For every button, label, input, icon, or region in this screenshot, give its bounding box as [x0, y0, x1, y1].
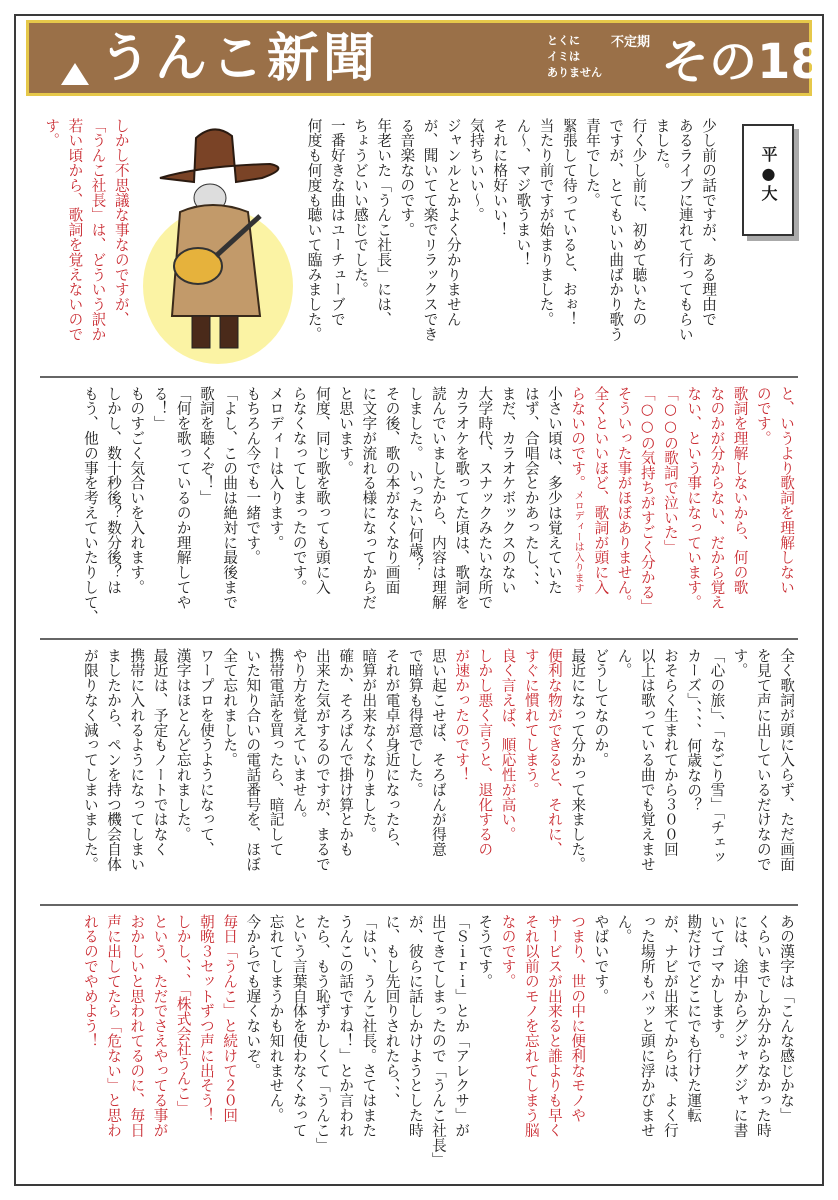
text-line: が速かったのです！	[453, 648, 471, 783]
text-line: いた知り合いの電話番号を、ほぼ	[244, 648, 262, 872]
text-line	[566, 386, 589, 632]
masthead	[26, 20, 824, 96]
text-line: が限りなく減ってしまいました。	[81, 648, 99, 872]
text-line: 「心の旅」、「なごり雪」「チェッ	[708, 648, 726, 865]
text-line: ました。	[653, 118, 671, 178]
text-line: しかし、数十秒後？数分後？は	[105, 386, 123, 595]
tagline-line: とくに	[547, 34, 580, 47]
text-line: ん〜、マジ歌うまい！	[514, 118, 532, 267]
text-line: しかし、、、「株式会社うんこ」	[174, 914, 192, 1116]
text-line: それが電卓が身近になったら、	[383, 648, 401, 857]
text-line: しました。 いったい何歳？	[406, 386, 424, 573]
text-line: 読んでいましたから、内容は理解	[429, 386, 447, 610]
text-line: 今からでも遅くないぞ。	[244, 914, 262, 1078]
text-line: やばいです。	[592, 914, 610, 1004]
text-line: 全く歌詞が頭に入らず、ただ画面	[778, 648, 795, 872]
text-line: 青年でした。	[583, 118, 601, 208]
text-line: その後、歌の本がなくなり画面	[383, 386, 401, 595]
text-line: 漢字はほとんど忘れました。	[174, 648, 192, 842]
text-line: らなくなってしまったのです。	[290, 386, 308, 595]
text-line: 行く少し前に、初めて聴いたの	[630, 118, 648, 327]
text-line: 暗算が出来なくなりました。	[360, 648, 378, 842]
text-line: 最近になって分かって来ました。	[569, 648, 587, 872]
text-line: たら、もう恥ずかしくて「うんこ」	[313, 914, 331, 1153]
singer-illustration	[140, 116, 300, 366]
text-line: が、彼らに話しかけようとした時	[406, 914, 424, 1138]
text-line: 勘だけでどこにでも行けた運転	[685, 914, 703, 1123]
text-line: それに格好いい！	[491, 118, 509, 238]
newspaper-title: うんこ新聞	[99, 29, 380, 89]
text-line: 何度、同じ歌を歌っても頭に入	[313, 386, 331, 595]
text-line: に文字が流れる様になってからだ	[360, 386, 378, 610]
text-line: しかし不思議な事なのですが、	[112, 118, 130, 327]
text-line: ものすごく気合いを入れます。	[128, 386, 146, 595]
text-line: と、いうより歌詞を理解しない	[778, 386, 795, 595]
text-line: 最近は、予定もノートではなく	[151, 648, 169, 857]
text-line: あの漢字は「こんな感じかな」	[778, 914, 795, 1123]
text-line: ワープロを使うようになって、	[197, 648, 215, 857]
text-line: 年老いた「うんこ社長」には、	[375, 118, 393, 327]
text-line: 携帯電話を買ったら、暗記して	[267, 648, 285, 857]
text-line: 確か、そろばんで掛け算とかも	[337, 648, 355, 857]
text-line: 全くといいほど、歌詞が頭に入	[592, 386, 610, 595]
text-line: メロディーは入ります。	[267, 386, 285, 550]
text-line: ん。	[615, 648, 633, 678]
text-line: 声に出してたら「危ない」と思わ	[105, 914, 123, 1138]
text-line: 良く言えば、順応性が高い。	[499, 648, 517, 842]
text-line: なのです。	[499, 914, 517, 989]
text-line: という、ただでさえやってる事が	[151, 914, 169, 1138]
section-divider	[40, 904, 798, 906]
text-line: 「うんこ社長」は、どういう訳か	[89, 118, 107, 342]
text-line: 気持ちいい〜。	[467, 118, 485, 223]
text-line: 小さい頃は、多少は覚えていた	[545, 386, 563, 595]
text-line: ですが、とてもいい曲ばかり歌う	[607, 118, 625, 342]
section-divider	[40, 376, 798, 378]
section4-body	[79, 914, 798, 1170]
section2-body	[79, 386, 798, 632]
text-line: カラオケを歌ってた頃は、歌詞を	[453, 386, 471, 610]
text-line: うんこの話ですね！」とか言われ	[337, 914, 355, 1138]
text-line: 出てきてしまったので「うんこ社長」	[429, 914, 447, 1168]
text-line: 思い起こせば、そろばんが得意	[429, 648, 447, 857]
text-line: 出来た気がするのですが、まるで	[313, 648, 331, 872]
text-line: まだ、カラオケボックスのない	[499, 386, 517, 595]
text-line: す。	[731, 648, 749, 678]
text-line: る音楽なのです。	[398, 118, 416, 238]
text-line: ましたから、ペンを持つ機会自体	[105, 648, 123, 872]
text-line: 一番好きな曲はユーチューブで	[328, 118, 346, 327]
text-line: 「はい、うんこ社長。さてはまた	[360, 914, 378, 1138]
section1-body	[302, 118, 720, 368]
text-line: る！」	[151, 386, 169, 431]
text-line: 忘れてしまうかも知れません。	[267, 914, 285, 1123]
text-line: あるライブに連れて行ってもらい	[676, 118, 694, 342]
text-line: 緊張して待っていると、おぉ！	[560, 118, 578, 327]
tagline-line: ありません	[547, 66, 602, 79]
text-line: すぐに慣れてしまう。	[522, 648, 540, 797]
text-line: いてゴマかします。	[708, 914, 726, 1049]
text-line: くらいまでしか分からなかった時	[754, 914, 772, 1138]
tagline-line: イミは	[547, 50, 580, 63]
text-line: 何度も何度も聴いて臨みました。	[305, 118, 323, 342]
text-line: ジャンルとかよく分かりません	[444, 118, 462, 327]
text-line: 携帯に入れるようになってしまい	[128, 648, 146, 872]
badge-label: 平●大	[759, 146, 778, 203]
issue-number: その18	[661, 34, 824, 90]
section-divider	[40, 638, 798, 640]
text-line: しかし悪く言うと、退化するの	[476, 648, 494, 857]
text-line: 朝晩３セットずつ声に出そう！	[197, 914, 215, 1123]
text-line: おかしいと思われてるのに、毎日	[128, 914, 146, 1138]
text-line: サービスが出来ると誰よりも早く	[545, 914, 563, 1138]
hat-icon	[160, 129, 278, 182]
text-line: 「Ｓｉｒｉ」とか「アレクサ」が	[453, 914, 471, 1138]
text-line: なのかが分からない、だから覚え	[708, 386, 726, 610]
text-line: れるのでやめよう！	[81, 914, 99, 1049]
text-line: 以上は歌っている曲でも覚えませ	[638, 648, 656, 872]
text-line: 少し前の話ですが、ある理由で	[700, 118, 717, 327]
text-line: には、途中からグジャグジャに書	[731, 914, 749, 1138]
text-line: に、もし先回りされたら、、、	[383, 914, 401, 1108]
text-line: 歌詞を理解しないから、何の歌	[731, 386, 749, 595]
author-badge	[742, 124, 794, 236]
text-line: ちょうどいい感じでした。	[351, 118, 369, 297]
text-line: 「よし、この曲は絶対に最後まで	[221, 386, 239, 610]
text-line: おそらく生まれてから３００回	[661, 648, 679, 857]
text-line: 「何を歌っているのか理解してや	[174, 386, 192, 610]
text-line: のです。	[754, 386, 772, 446]
text-line: で暗算も得意でした。	[406, 648, 424, 797]
guitar-icon	[174, 248, 222, 284]
text-line: った場所もパッと頭に浮かびませ	[638, 914, 656, 1138]
text-line: ない、という事になっています。	[685, 386, 703, 610]
text-line: が、聞いてて楽でリラックスでき	[421, 118, 439, 342]
small-note: メロディーは入ります	[572, 490, 584, 594]
text-line: はず、合唱会とかあったし、、、	[522, 386, 540, 595]
text-line: 毎日「うんこ」と続けて２０回	[221, 914, 239, 1123]
text-line: す。	[43, 118, 61, 148]
text-line: そうです。	[476, 914, 494, 989]
text-line: 便利な物ができると、それに、	[545, 648, 563, 857]
irregular-label: 不定期	[611, 35, 651, 50]
poop-icon	[61, 63, 89, 85]
text-line: 「○○の歌詞で泣いた」	[661, 386, 679, 555]
text-line: それ以前のモノを忘れてしまう脳	[522, 914, 540, 1138]
text-line: もう、他の事を考えていたりして、	[81, 386, 99, 625]
section1-red	[40, 118, 133, 368]
text-fragment: らないのです。	[569, 386, 587, 491]
text-line: 若い頃から、歌詞を覚えないので	[66, 118, 84, 342]
text-line: を見て声に出しているだけなので	[754, 648, 772, 872]
text-line: つまり、世の中に便利なモノや	[569, 914, 587, 1123]
section3-body	[79, 648, 798, 894]
text-line: ん。	[615, 914, 633, 944]
text-line: もちろん今でも一緒です。	[244, 386, 262, 565]
text-line: 全て忘れました。	[221, 648, 239, 768]
text-line: 大学時代、スナックみたいな所で	[476, 386, 494, 610]
text-line: どうしてなのか。	[592, 648, 610, 768]
text-line: やり方を覚えていません。	[290, 648, 308, 827]
text-line: 歌詞を聴くぞ！」	[197, 386, 215, 506]
text-line: が、ナビが出来てからは、よく行	[661, 914, 679, 1138]
text-line: カーズ」、、、、何歳なの？	[685, 648, 703, 813]
tagline	[547, 33, 611, 81]
text-line: という言葉自体を使わなくなって	[290, 914, 308, 1138]
text-line: そういった事がほぼありません。	[615, 386, 633, 610]
text-line: 「○○の気持ちがすごく分かる」	[638, 386, 656, 615]
text-line: と思います。	[337, 386, 355, 476]
text-line: 当たり前ですが始まりました。	[537, 118, 555, 327]
